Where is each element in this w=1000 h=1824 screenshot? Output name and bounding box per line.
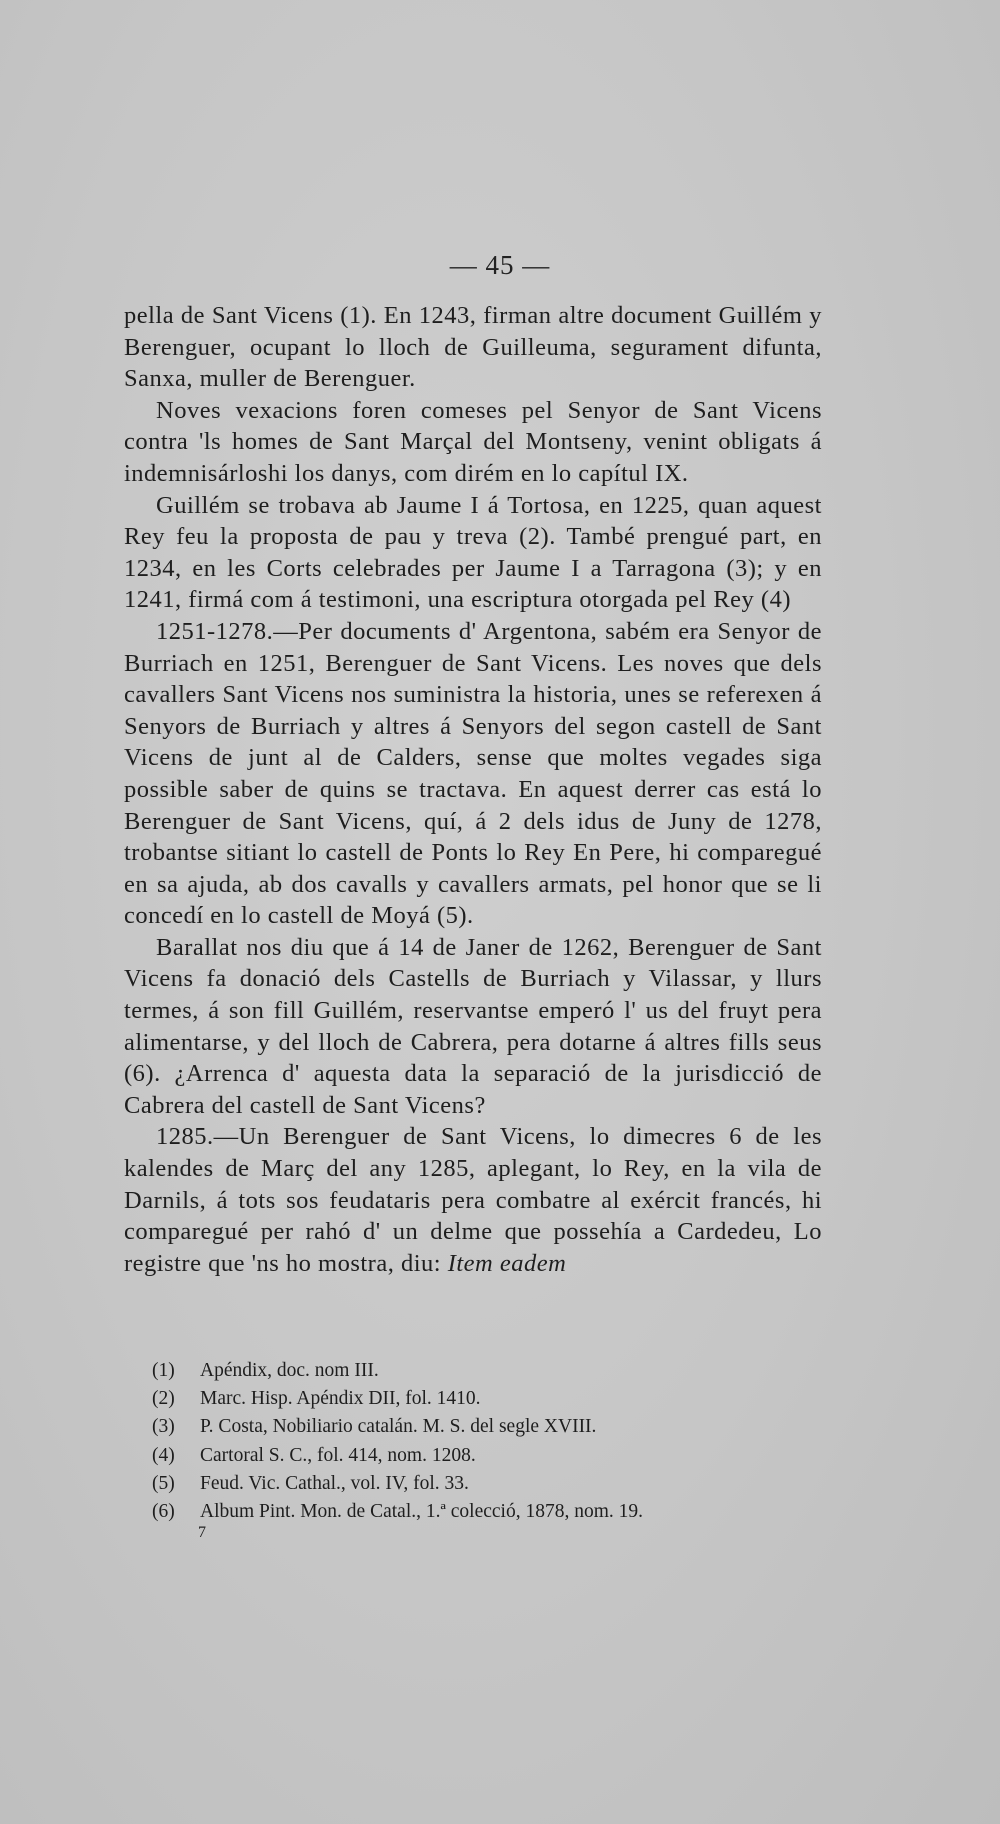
paragraph-4: 1251-1278.—Per documents d' Argentona, sabém era Senyor de Burriach en 1251, Berenguer de Sant Vicens. Les noves que dels cavallers Sant Vicens nos suministra la historia, unes se referexen á Senyors de Burriach y altres á Senyors del segon castell de Sant Vicens de junt al de Calders, sense que moltes vegades siga possible saber de quins se tractava. En aquest derrer cas está lo Berenguer de Sant Vicens, quí, á 2 dels idus de Juny de 1278, trobantse sitiant lo castell de Ponts lo Rey En Pere, hi comparegué en sa ajuda, ab dos cavalls y cavallers armats, pel honor que se li concedí en lo castell de Moyá (5).	[124, 617, 822, 930]
footnote-text: Apéndix, doc. nom III.	[200, 1360, 379, 1381]
italic-phrase: Item eadem	[447, 1249, 567, 1277]
footnote-marker: (3)	[152, 1416, 175, 1438]
footnote-text: P. Costa, Nobiliario catalán. M. S. del segle XVIII.	[200, 1416, 597, 1438]
footnote-text: Feud. Vic. Cathal., vol. IV, fol. 33.	[200, 1472, 469, 1494]
footnote-marker: (5)	[152, 1472, 175, 1494]
footnote-marker: (6)	[152, 1501, 175, 1523]
footnote-4	[152, 1442, 812, 1470]
footnotes	[152, 1357, 812, 1526]
footnote-3	[152, 1413, 812, 1441]
sheet-signature-mark: 7	[198, 1524, 206, 1541]
paragraph-2: Noves vexacions foren comeses pel Senyor de Sant Vicens contra 'ls homes de Sant Marçal del Montseny, venint obligats á indemnisárloshi los danys, com dirém en lo capítul IX.	[124, 396, 822, 487]
footnote-6	[152, 1498, 812, 1526]
footnote-1	[152, 1357, 812, 1385]
footnote-marker: (2)	[152, 1388, 175, 1410]
footnote-2	[152, 1385, 812, 1413]
paragraph-3: Guillém se trobava ab Jaume I á Tortosa, en 1225, quan aquest Rey feu la proposta de pau y treva (2). També prengué part, en 1234, en les Corts celebrades per Jaume I a Tarragona (3); y en 1241, firmá com á testimoni, una escriptura otorgada pel Rey (4)	[124, 491, 822, 614]
footnote-marker: (1)	[152, 1360, 175, 1381]
paragraph-5: Barallat nos diu que á 14 de Janer de 1262, Berenguer de Sant Vicens fa donació dels Castells de Burriach y Vilassar, y llurs termes, á son fill Guillém, reservantse emperó l' us del fruyt pera alimentarse, y del lloch de Cabrera, pera dotarne á altres fills seus (6). ¿Arrenca d' aquesta data la separació de la jurisdicció de Cabrera del castell de Sant Vicens?	[124, 933, 822, 1119]
footnote-marker: (4)	[152, 1444, 175, 1466]
footnote-text: Album Pint. Mon. de Catal., 1.ª colecció, 1878, nom. 19.	[200, 1501, 643, 1523]
page-number: — 45 —	[449, 250, 551, 280]
footnote-text: Marc. Hisp. Apéndix DII, fol. 1410.	[200, 1388, 481, 1410]
footnote-5	[152, 1470, 812, 1498]
paragraph-6: 1285.—Un Berenguer de Sant Vicens, lo dimecres 6 de les kalendes de Març del any 1285, aplegant, lo Rey, en la vila de Darnils, á tots sos feudataris pera combatre al exércit francés, hi comparegué per rahó d' un delme que possehía a Cardedeu, Lo registre que 'ns ho mostra, diu: Item eadem	[124, 1123, 822, 1277]
footnote-text: Cartoral S. C., fol. 414, nom. 1208.	[200, 1444, 476, 1466]
body-text	[124, 300, 822, 1279]
paragraph-1: pella de Sant Vicens (1). En 1243, firman altre document Guillém y Berenguer, ocupant lo lloch de Guilleuma, segurament difunta, Sanxa, muller de Berenguer.	[124, 302, 822, 393]
